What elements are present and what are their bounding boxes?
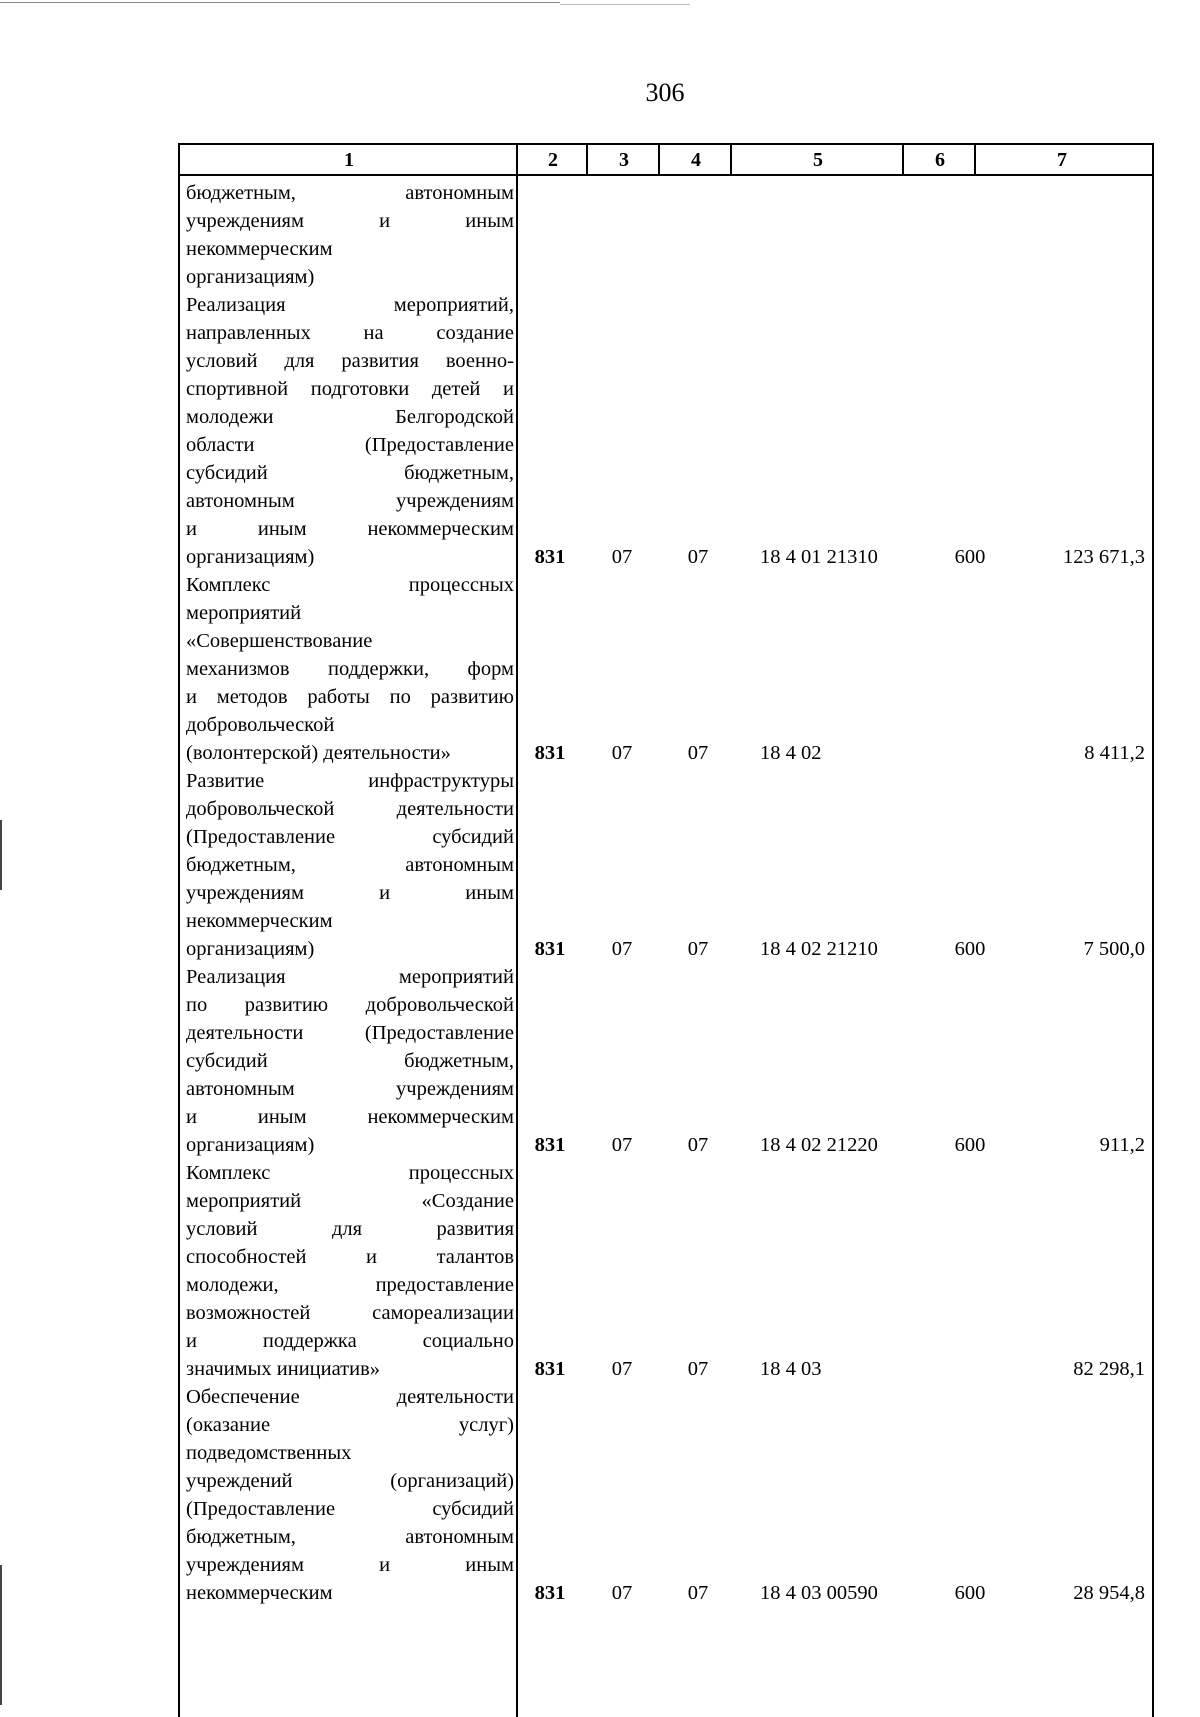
- description-line: Реализация мероприятий,: [186, 294, 514, 316]
- column-header-4: 4: [691, 149, 701, 171]
- table-row-description: [186, 291, 514, 571]
- cell-c2: 831: [534, 1358, 566, 1380]
- description-line: (оказание услуг): [186, 1414, 514, 1436]
- description-line: организациям): [186, 546, 315, 568]
- description-line: и методов работы по развитию: [186, 686, 514, 708]
- description-line: деятельности (Предоставление: [186, 1022, 514, 1044]
- page-number: 306: [645, 78, 685, 107]
- column-header-1: 1: [344, 149, 354, 171]
- cell-c2: 831: [534, 546, 566, 568]
- description-line: учреждений (организаций): [186, 1470, 514, 1492]
- description-line: Реализация мероприятий: [186, 966, 514, 988]
- table-header-row: [180, 145, 1152, 176]
- cell-c6: 600: [954, 938, 986, 960]
- cell-c7: 82 298,1: [1073, 1358, 1145, 1380]
- description-line: Комплекс процессных: [186, 1162, 514, 1184]
- cell-c2: 831: [534, 1582, 566, 1604]
- description-line: области (Предоставление: [186, 434, 514, 456]
- description-line: спортивной подготовки детей и: [186, 378, 514, 400]
- column-header-2: 2: [548, 149, 558, 171]
- description-line: организациям): [186, 1134, 315, 1156]
- cell-c7: 8 411,2: [1084, 742, 1145, 764]
- description-line: учреждениям и иным: [186, 882, 514, 904]
- description-line: способностей и талантов: [186, 1246, 514, 1268]
- scan-left-edge-mark: [0, 820, 2, 890]
- column-header-5: 5: [813, 149, 823, 171]
- table-row-description: [186, 1383, 514, 1607]
- description-line: организациям): [186, 266, 315, 288]
- cell-c5: 18 4 03: [760, 1358, 822, 1380]
- column-header-7: 7: [1057, 149, 1067, 171]
- description-line: по развитию добровольческой: [186, 994, 514, 1016]
- cell-c3: 07: [611, 742, 633, 764]
- description-line: (Предоставление субсидий: [186, 1498, 514, 1520]
- column-header-6: 6: [935, 149, 945, 171]
- table-row-description: [186, 1159, 514, 1383]
- description-line: добровольческой деятельности: [186, 798, 514, 820]
- cell-c3: 07: [611, 1358, 633, 1380]
- cell-c3: 07: [611, 938, 633, 960]
- description-line: бюджетным, автономным: [186, 182, 514, 204]
- cell-c6: 600: [954, 546, 986, 568]
- description-line: и иным некоммерческим: [186, 1106, 514, 1128]
- description-line: учреждениям и иным: [186, 210, 514, 232]
- cell-c7: 911,2: [1099, 1134, 1145, 1156]
- cell-c7: 7 500,0: [1083, 938, 1145, 960]
- cell-c6: 600: [954, 1582, 986, 1604]
- table-row-description: [186, 767, 514, 963]
- description-line: бюджетным, автономным: [186, 854, 514, 876]
- column-divider: [516, 145, 518, 1717]
- description-line: молодежи, предоставление: [186, 1274, 514, 1296]
- description-line: значимых инициатив»: [186, 1358, 381, 1380]
- column-divider: [974, 145, 976, 176]
- cell-c4: 07: [687, 1134, 709, 1156]
- table-row-description: [186, 179, 514, 291]
- column-divider: [586, 145, 588, 176]
- cell-c2: 831: [534, 742, 566, 764]
- description-line: субсидий бюджетным,: [186, 462, 514, 484]
- description-line: учреждениям и иным: [186, 1554, 514, 1576]
- description-line: направленных на создание: [186, 322, 514, 344]
- description-line: подведомственных: [186, 1442, 352, 1464]
- cell-c2: 831: [534, 938, 566, 960]
- cell-c5: 18 4 01 21310: [760, 546, 878, 568]
- column-divider: [658, 145, 660, 176]
- description-line: возможностей самореализации: [186, 1302, 514, 1324]
- cell-c6: 600: [954, 1134, 986, 1156]
- column-header-3: 3: [619, 149, 629, 171]
- table-row-description: [186, 571, 514, 767]
- description-line: мероприятий: [186, 602, 302, 624]
- cell-c7: 28 954,8: [1073, 1582, 1145, 1604]
- cell-c2: 831: [534, 1134, 566, 1156]
- cell-c5: 18 4 02: [760, 742, 822, 764]
- description-line: некоммерческим: [186, 1582, 333, 1604]
- table-row-description: [186, 963, 514, 1159]
- cell-c4: 07: [687, 1582, 709, 1604]
- description-line: и поддержка социально: [186, 1330, 514, 1352]
- cell-c3: 07: [611, 1134, 633, 1156]
- description-line: условий для развития: [186, 1218, 514, 1240]
- description-line: «Совершенствование: [186, 630, 373, 652]
- column-divider: [902, 145, 904, 176]
- description-line: бюджетным, автономным: [186, 1526, 514, 1548]
- description-line: автономным учреждениям: [186, 490, 514, 512]
- column-divider: [730, 145, 732, 176]
- cell-c4: 07: [687, 546, 709, 568]
- description-line: автономным учреждениям: [186, 1078, 514, 1100]
- cell-c5: 18 4 03 00590: [760, 1582, 878, 1604]
- description-line: молодежи Белгородской: [186, 406, 514, 428]
- description-line: организациям): [186, 938, 315, 960]
- cell-c5: 18 4 02 21220: [760, 1134, 878, 1156]
- description-line: добровольческой: [186, 714, 335, 736]
- description-line: мероприятий «Создание: [186, 1190, 514, 1212]
- scan-top-edge: [0, 2, 560, 3]
- cell-c7: 123 671,3: [1063, 546, 1145, 568]
- cell-c3: 07: [611, 546, 633, 568]
- cell-c4: 07: [687, 742, 709, 764]
- description-line: Развитие инфраструктуры: [186, 770, 514, 792]
- description-line: механизмов поддержки, форм: [186, 658, 514, 680]
- cell-c4: 07: [687, 1358, 709, 1380]
- description-line: условий для развития военно-: [186, 350, 514, 372]
- description-line: субсидий бюджетным,: [186, 1050, 514, 1072]
- cell-c4: 07: [687, 938, 709, 960]
- description-line: Обеспечение деятельности: [186, 1386, 514, 1408]
- cell-c3: 07: [611, 1582, 633, 1604]
- scan-top-edge: [560, 4, 690, 5]
- description-line: и иным некоммерческим: [186, 518, 514, 540]
- description-line: (волонтерской) деятельности»: [186, 742, 451, 764]
- description-line: Комплекс процессных: [186, 574, 514, 596]
- description-line: (Предоставление субсидий: [186, 826, 514, 848]
- cell-c5: 18 4 02 21210: [760, 938, 878, 960]
- description-line: некоммерческим: [186, 910, 333, 932]
- description-line: некоммерческим: [186, 238, 333, 260]
- scan-left-edge-mark: [0, 1565, 2, 1705]
- budget-table: [178, 143, 1154, 1717]
